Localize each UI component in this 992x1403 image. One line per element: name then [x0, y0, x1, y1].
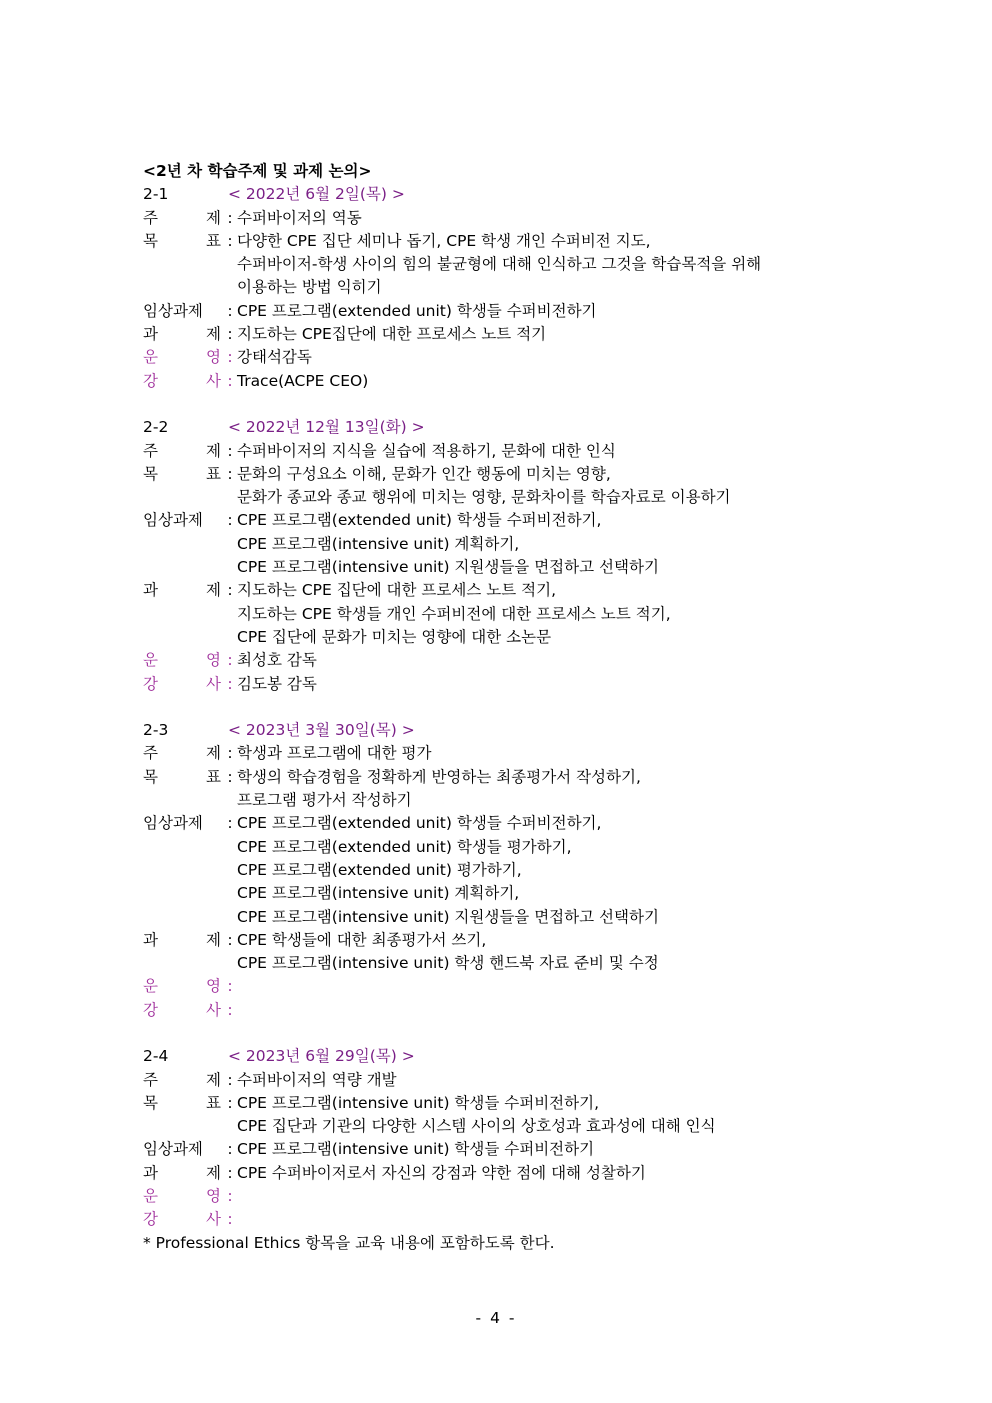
session-date: < 2023년 3월 30일(목) > — [228, 721, 415, 740]
session-date: < 2022년 12월 13일(화) > — [228, 418, 425, 437]
goal-value-continued: 프로그램 평가서 작성하기 — [237, 791, 412, 810]
colon: : — [227, 208, 233, 227]
section-spacer — [143, 393, 863, 416]
clinical-value: CPE 프로그램(extended unit) 학생들 수퍼비전하기, — [237, 511, 602, 530]
operator-value: 최성호 감독 — [237, 651, 317, 670]
topic-label-char1: 주 — [143, 1070, 158, 1089]
lecturer-label-char1: 강 — [143, 371, 158, 390]
colon: : — [227, 1070, 233, 1089]
goal-value-continued: 문화가 종교와 종교 행위에 미치는 영향, 문화차이를 학습자료로 이용하기 — [237, 488, 731, 507]
lecturer-label-char2: 사 — [206, 371, 221, 390]
lecturer-label-char1: 강 — [143, 674, 158, 693]
clinical-label-text: 임상과제 — [143, 511, 203, 530]
topic-row — [143, 440, 863, 463]
operator-label — [143, 1185, 223, 1208]
document-body — [143, 160, 863, 1255]
assignment-label-char2: 제 — [206, 581, 221, 600]
clinical-value-continued: CPE 프로그램(intensive unit) 계획하기, — [237, 534, 520, 553]
session-header — [143, 183, 863, 206]
lecturer-row — [143, 673, 863, 696]
goal-label-char1: 목 — [143, 767, 158, 786]
assignment-label-char2: 제 — [206, 325, 221, 344]
topic-label — [143, 1069, 223, 1092]
goal-label — [143, 230, 223, 253]
topic-label-char2: 제 — [206, 208, 221, 227]
operator-label — [143, 975, 223, 998]
lecturer-value — [237, 1208, 863, 1231]
session-number: 2-4 — [143, 1047, 169, 1066]
operator-label-char2: 영 — [206, 977, 221, 996]
clinical-row — [143, 1138, 863, 1161]
goal-label — [143, 766, 223, 789]
assignment-value: 지도하는 CPE 집단에 대한 프로세스 노트 적기, — [237, 581, 556, 600]
clinical-label — [143, 1138, 223, 1161]
clinical-value-continued: CPE 프로그램(intensive unit) 계획하기, — [237, 884, 520, 903]
lecturer-label — [143, 370, 223, 393]
section-spacer — [143, 696, 863, 719]
assignment-row — [143, 579, 863, 602]
topic-row — [143, 742, 863, 765]
assignment-label-char2: 제 — [206, 930, 221, 949]
topic-value: 수퍼바이저의 지식을 실습에 적용하기, 문화에 대한 인식 — [237, 441, 616, 460]
lecturer-row — [143, 370, 863, 393]
goal-label-char1: 목 — [143, 464, 158, 483]
goal-label-char2: 표 — [206, 231, 221, 250]
assignment-row — [143, 1162, 863, 1185]
lecturer-value: 김도봉 감독 — [237, 674, 317, 693]
colon: : — [227, 1163, 233, 1182]
colon: : — [227, 744, 233, 763]
assignment-label — [143, 929, 223, 952]
operator-value — [237, 1185, 863, 1208]
operator-label — [143, 346, 223, 369]
session-block — [143, 719, 863, 1045]
operator-label-char1: 운 — [143, 1187, 158, 1206]
colon: : — [227, 464, 233, 483]
operator-label-char1: 운 — [143, 651, 158, 670]
topic-label-char2: 제 — [206, 744, 221, 763]
lecturer-label — [143, 1208, 223, 1231]
colon: : — [227, 930, 233, 949]
clinical-value-continued: CPE 프로그램(intensive unit) 지원생들을 면접하고 선택하기 — [237, 907, 659, 926]
session-header — [143, 416, 863, 439]
topic-label — [143, 207, 223, 230]
topic-row — [143, 207, 863, 230]
assignment-label — [143, 1162, 223, 1185]
clinical-row — [143, 300, 863, 323]
colon: : — [227, 581, 233, 600]
colon: : — [227, 1140, 233, 1159]
lecturer-row — [143, 999, 863, 1022]
clinical-label-text: 임상과제 — [143, 814, 203, 833]
colon: : — [227, 814, 233, 833]
goal-label-char2: 표 — [206, 1093, 221, 1112]
colon: : — [227, 1210, 233, 1229]
topic-label-char1: 주 — [143, 441, 158, 460]
colon: : — [227, 977, 233, 996]
goal-label-char1: 목 — [143, 1093, 158, 1112]
goal-label-char1: 목 — [143, 231, 158, 250]
goal-row — [143, 463, 863, 486]
session-block — [143, 1045, 863, 1231]
clinical-label — [143, 509, 223, 532]
colon: : — [227, 371, 233, 390]
operator-row — [143, 975, 863, 998]
session-number: 2-2 — [143, 418, 169, 437]
sessions-list — [143, 183, 863, 1231]
clinical-value: CPE 프로그램(intensive unit) 학생들 수퍼비전하기 — [237, 1140, 595, 1159]
clinical-value: CPE 프로그램(extended unit) 학생들 수퍼비전하기, — [237, 814, 602, 833]
operator-row — [143, 346, 863, 369]
clinical-label — [143, 300, 223, 323]
colon: : — [227, 511, 233, 530]
assignment-label-char1: 과 — [143, 1163, 158, 1182]
goal-value: CPE 프로그램(intensive unit) 학생들 수퍼비전하기, — [237, 1093, 600, 1112]
goal-label-char2: 표 — [206, 464, 221, 483]
lecturer-value: Trace(ACPE CEO) — [237, 371, 369, 390]
session-block — [143, 183, 863, 416]
assignment-label-char1: 과 — [143, 930, 158, 949]
colon: : — [227, 767, 233, 786]
lecturer-value — [237, 999, 863, 1022]
colon: : — [227, 441, 233, 460]
session-date: < 2023년 6월 29일(목) > — [228, 1047, 415, 1066]
goal-label-char2: 표 — [206, 767, 221, 786]
lecturer-label-char2: 사 — [206, 1210, 221, 1229]
goal-value-continued: CPE 집단과 기관의 다양한 시스템 사이의 상호성과 효과성에 대해 인식 — [237, 1117, 716, 1136]
session-block — [143, 416, 863, 719]
clinical-row — [143, 812, 863, 835]
colon: : — [227, 1093, 233, 1112]
goal-value: 다양한 CPE 집단 세미나 돕기, CPE 학생 개인 수퍼비전 지도, — [237, 231, 651, 250]
assignment-value: 지도하는 CPE집단에 대한 프로세스 노트 적기 — [237, 325, 547, 344]
assignment-label — [143, 579, 223, 602]
lecturer-label-char1: 강 — [143, 1210, 158, 1229]
assignment-value-continued: CPE 프로그램(intensive unit) 학생 핸드북 자료 준비 및 수정 — [237, 954, 659, 973]
goal-row — [143, 766, 863, 789]
operator-value: 강태석감독 — [237, 348, 312, 367]
colon: : — [227, 674, 233, 693]
assignment-row — [143, 929, 863, 952]
assignment-label-char2: 제 — [206, 1163, 221, 1182]
operator-value — [237, 975, 863, 998]
footnote: * Professional Ethics 항목을 교육 내용에 포함하도록 한다. — [143, 1233, 555, 1252]
lecturer-label — [143, 673, 223, 696]
clinical-value-continued: CPE 프로그램(extended unit) 평가하기, — [237, 860, 522, 879]
page-number: - 4 - — [475, 1309, 517, 1327]
operator-label-char2: 영 — [206, 1187, 221, 1206]
lecturer-label — [143, 999, 223, 1022]
section-heading: <2년 차 학습주제 및 과제 논의> — [143, 162, 372, 180]
operator-label-char2: 영 — [206, 651, 221, 670]
operator-label-char2: 영 — [206, 348, 221, 367]
clinical-row — [143, 509, 863, 532]
clinical-value-continued: CPE 프로그램(extended unit) 학생들 평가하기, — [237, 837, 572, 856]
assignment-row — [143, 323, 863, 346]
clinical-label — [143, 812, 223, 835]
goal-row — [143, 230, 863, 253]
colon: : — [227, 231, 233, 250]
goal-label — [143, 463, 223, 486]
colon: : — [227, 1000, 233, 1019]
operator-label-char1: 운 — [143, 348, 158, 367]
assignment-value: CPE 수퍼바이저로서 자신의 강점과 약한 점에 대해 성찰하기 — [237, 1163, 646, 1182]
goal-value-continued: 수퍼바이저-학생 사이의 힘의 불균형에 대해 인식하고 그것을 학습목적을 위해 — [237, 255, 762, 274]
topic-label — [143, 440, 223, 463]
topic-label-char2: 제 — [206, 441, 221, 460]
clinical-label-text: 임상과제 — [143, 301, 203, 320]
topic-value: 학생과 프로그램에 대한 평가 — [237, 744, 432, 763]
colon: : — [227, 325, 233, 344]
lecturer-row — [143, 1208, 863, 1231]
session-header — [143, 1045, 863, 1068]
goal-value: 학생의 학습경험을 정확하게 반영하는 최종평가서 작성하기, — [237, 767, 641, 786]
goal-label — [143, 1092, 223, 1115]
goal-value: 문화의 구성요소 이해, 문화가 인간 행동에 미치는 영향, — [237, 464, 611, 483]
topic-row — [143, 1069, 863, 1092]
topic-label — [143, 742, 223, 765]
session-header — [143, 719, 863, 742]
topic-label-char1: 주 — [143, 208, 158, 227]
assignment-value: CPE 학생들에 대한 최종평가서 쓰기, — [237, 930, 487, 949]
colon: : — [227, 301, 233, 320]
colon: : — [227, 651, 233, 670]
operator-row — [143, 649, 863, 672]
session-number: 2-3 — [143, 721, 169, 740]
colon: : — [227, 1187, 233, 1206]
clinical-value-continued: CPE 프로그램(intensive unit) 지원생들을 면접하고 선택하기 — [237, 558, 659, 577]
lecturer-label-char2: 사 — [206, 674, 221, 693]
assignment-label — [143, 323, 223, 346]
topic-label-char1: 주 — [143, 744, 158, 763]
session-date: < 2022년 6월 2일(목) > — [228, 185, 405, 204]
topic-label-char2: 제 — [206, 1070, 221, 1089]
operator-row — [143, 1185, 863, 1208]
section-spacer — [143, 1022, 863, 1045]
goal-value-continued: 이용하는 방법 익히기 — [237, 278, 382, 297]
assignment-value-continued: 지도하는 CPE 학생들 개인 수퍼비전에 대한 프로세스 노트 적기, — [237, 604, 671, 623]
clinical-value: CPE 프로그램(extended unit) 학생들 수퍼비전하기 — [237, 301, 597, 320]
assignment-value-continued: CPE 집단에 문화가 미치는 영향에 대한 소논문 — [237, 627, 552, 646]
goal-row — [143, 1092, 863, 1115]
assignment-label-char1: 과 — [143, 325, 158, 344]
topic-value: 수퍼바이저의 역동 — [237, 208, 362, 227]
session-number: 2-1 — [143, 185, 169, 204]
assignment-label-char1: 과 — [143, 581, 158, 600]
operator-label-char1: 운 — [143, 977, 158, 996]
lecturer-label-char2: 사 — [206, 1000, 221, 1019]
lecturer-label-char1: 강 — [143, 1000, 158, 1019]
topic-value: 수퍼바이저의 역량 개발 — [237, 1070, 397, 1089]
clinical-label-text: 임상과제 — [143, 1140, 203, 1159]
operator-label — [143, 649, 223, 672]
colon: : — [227, 348, 233, 367]
